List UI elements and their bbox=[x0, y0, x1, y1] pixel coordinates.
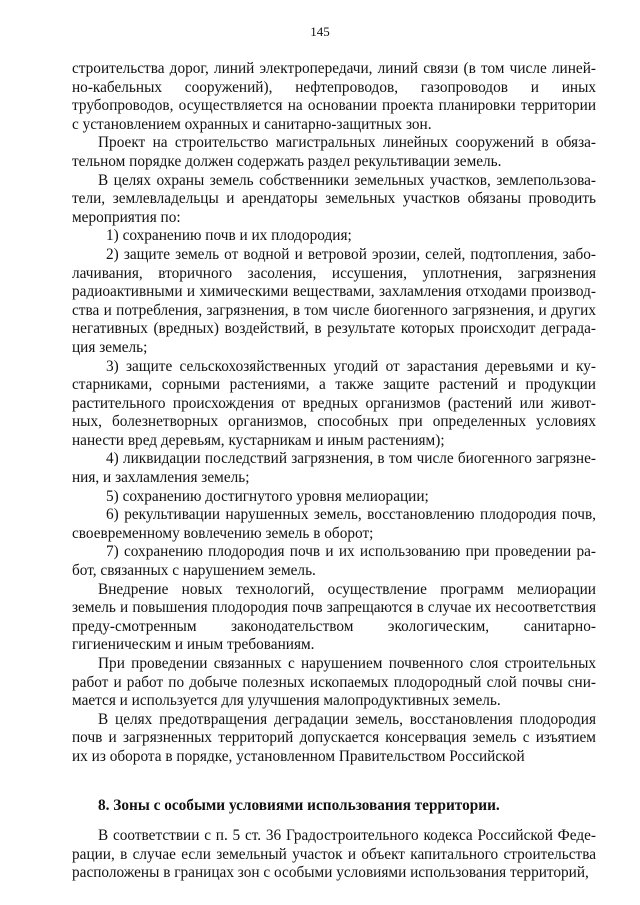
document-body bbox=[72, 60, 596, 883]
paragraph-continuation: строительства дорог, линий электропередачи, линий связи (в том числе линей-но-кабельных сооружений), нефтепроводов, газопроводов и иных трубопроводов, осуществляется на основании проекта планировки территории с установлением охранных и санитарно-защитных зон. bbox=[72, 60, 596, 133]
paragraph-conservation: В целях предотвращения деградации земель, восстановления плодородия почв и загрязненных территорий допускается консервация земель с изъятием их из оборота в порядке, установленном Правительством Российской bbox=[72, 710, 596, 765]
list-item-1: 1) сохранению почв и их плодородия; bbox=[106, 227, 352, 245]
list-item-6: 6) рекультивации нарушенных земель, восстановлению плодородия почв, своевременному вовлечению земель в оборот; bbox=[72, 506, 596, 542]
list-item-2: 2) защите земель от водной и ветровой эрозии, селей, подтопления, забо-лачивания, вторичного засоления, иссушения, уплотнения, загрязнения радиоактивными и химическими веществами, захламления отходами производ-ства и потребления, загрязнения, в том числе биогенного загрязнения, и других негативных (вредных) воздействий, в результате которых происходит деграда-ция земель; bbox=[72, 245, 596, 356]
paragraph-construction-works: При проведении связанных с нарушением почвенного слоя строительных работ и работ по добыче полезных ископаемых плодородный слой почвы сни-мается и используется для улучшения малопродуктивных земель. bbox=[72, 655, 596, 710]
paragraph-land-protection: В целях охраны земель собственники земельных участков, землепользова-тели, землевладельцы и арендаторы земельных участков обязаны проводить мероприятия по: bbox=[72, 171, 596, 226]
page-number: 145 bbox=[310, 24, 330, 39]
list-item-4: 4) ликвидации последствий загрязнения, в том числе биогенного загрязне-ния, и захламления земель; bbox=[72, 450, 596, 487]
paragraph-recultivation: Проект на строительство магистральных линейных сооружений в обяза-тельном порядке должен содержать раздел рекультивации земель. bbox=[72, 134, 596, 170]
list-item-7: 7) сохранению плодородия почв и их использованию при проведении ра-бот, связанных с нарушением земель. bbox=[72, 543, 596, 580]
section-heading: 8. Зоны с особыми условиями использования территории. bbox=[98, 796, 500, 814]
paragraph-section-8: В соответствии с п. 5 ст. 36 Градостроительного кодекса Российской Феде-рации, в случае если земельный участок и объект капитального строительства расположены в границах зон с особыми условиями использования территорий, bbox=[72, 827, 596, 882]
paragraph-new-technologies: Внедрение новых технологий, осуществление программ мелиорации земель и повышения плодородия почв запрещаются в случае их несоответствия преду-смотренным законодательством экологическим, санитарно-гигиеническим и иным требованиям. bbox=[72, 580, 596, 654]
list-item-5: 5) сохранению достигнутого уровня мелиорации; bbox=[106, 487, 429, 505]
list-item-3: 3) защите сельскохозяйственных угодий от зарастания деревьями и ку-старниками, сорными растениями, а также защите растений и продукции растительного происхождения от вредных организмов (растений или живот-ных, болезнетворных организмов, способных при определенных условиях нанести вред деревьям, кустарникам и иным растениям); bbox=[72, 357, 596, 449]
